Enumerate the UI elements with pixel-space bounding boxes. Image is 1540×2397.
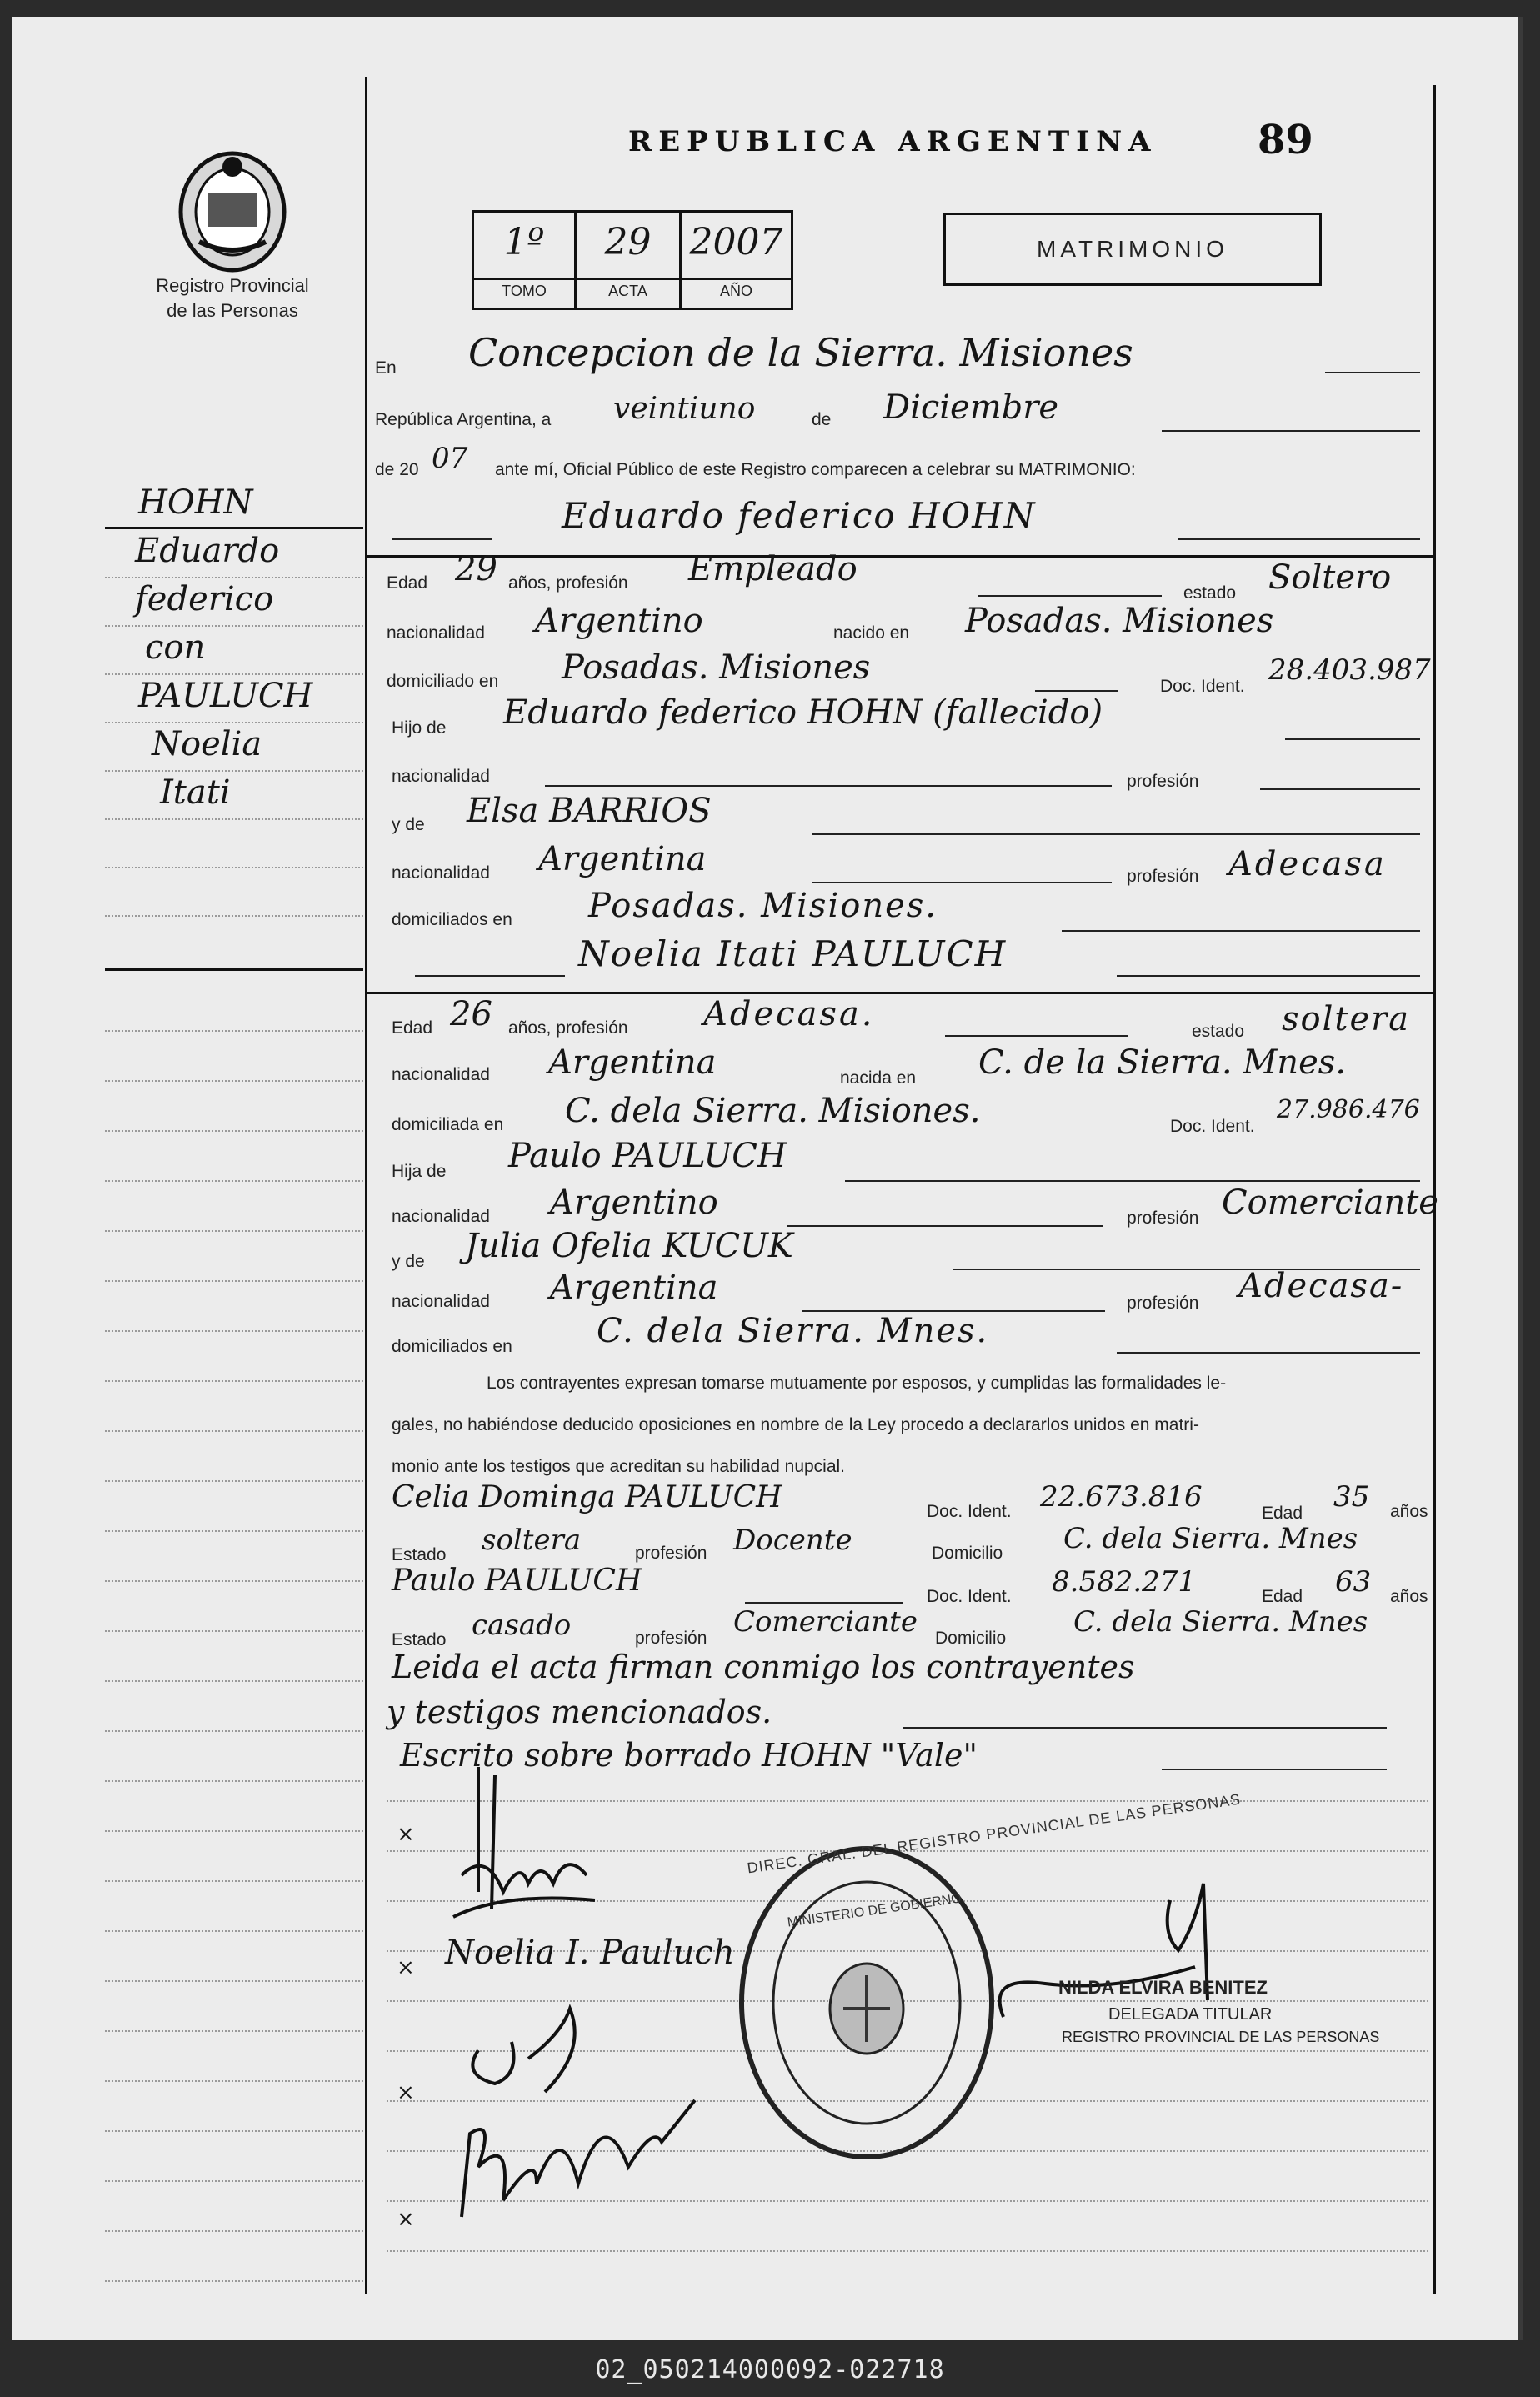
groom-father: Eduardo federico HOHN (fallecido) bbox=[503, 693, 1103, 732]
bride-estado: soltera bbox=[1282, 1000, 1411, 1038]
margin-dotted-rule bbox=[105, 1780, 363, 1782]
signature-mark: × bbox=[397, 2207, 415, 2232]
year-prefix: de 20 bbox=[375, 460, 419, 479]
margin-dotted-rule bbox=[105, 770, 363, 772]
country-title: REPUBLICA ARGENTINA bbox=[628, 125, 1158, 158]
witness-2-name: Paulo PAULUCH bbox=[392, 1564, 642, 1598]
signature-dotted-rule bbox=[387, 2250, 1428, 2252]
margin-dotted-rule bbox=[105, 1630, 363, 1632]
groom-domicile: Posadas. Misiones bbox=[562, 648, 871, 687]
margin-dotted-rule bbox=[105, 1580, 363, 1582]
witness-1-doc-label: Doc. Ident. bbox=[927, 1502, 1012, 1521]
witness-1-name: Celia Dominga PAULUCH bbox=[392, 1480, 782, 1514]
margin-dotted-rule bbox=[105, 2130, 363, 2132]
groom-profession: Empleado bbox=[688, 550, 858, 588]
registry-name bbox=[95, 275, 370, 322]
bride-profession: Adecasa. bbox=[703, 995, 875, 1033]
fill-line bbox=[1117, 1352, 1420, 1354]
witness-2-profession: Comerciante bbox=[733, 1605, 918, 1639]
fill-line bbox=[745, 1602, 903, 1604]
bride-nationality: Argentina bbox=[548, 1043, 717, 1082]
groom-anos-profesion-label: años, profesión bbox=[508, 573, 628, 593]
margin-name-5: Noelia bbox=[152, 725, 262, 763]
bride-signature: Noelia I. Pauluch bbox=[445, 1934, 735, 1972]
groom-mother: Elsa BARRIOS bbox=[467, 792, 712, 830]
bride-father-nationality: Argentino bbox=[550, 1183, 718, 1222]
margin-dotted-rule bbox=[105, 867, 363, 868]
republica-label: República Argentina, a bbox=[375, 410, 552, 429]
margin-dotted-rule bbox=[105, 818, 363, 820]
margin-dotted-rule bbox=[105, 915, 363, 917]
groom-yde-label: y de bbox=[392, 815, 425, 834]
witness-1-profesion-label: profesión bbox=[635, 1544, 708, 1563]
acta-label: ACTA bbox=[608, 283, 648, 299]
fill-line bbox=[978, 595, 1162, 597]
bride-section-rule bbox=[367, 992, 1433, 994]
bride-parents-dom-label: domiciliados en bbox=[392, 1337, 512, 1356]
en-label: En bbox=[375, 358, 397, 378]
margin-dotted-rule bbox=[105, 673, 363, 675]
fill-line bbox=[392, 538, 492, 540]
witness-2-doc-label: Doc. Ident. bbox=[927, 1587, 1012, 1606]
registry-line-2: de las Personas bbox=[167, 300, 298, 321]
margin-dotted-rule bbox=[105, 2280, 363, 2282]
witness-1-estado-label: Estado bbox=[392, 1545, 447, 1564]
margin-dotted-rule bbox=[105, 1830, 363, 1832]
bride-age: 26 bbox=[450, 995, 492, 1033]
margin-name-2: Eduardo bbox=[135, 532, 280, 570]
witness-2-anos-label: años bbox=[1390, 1587, 1428, 1606]
groom-hijo-label: Hijo de bbox=[392, 718, 447, 738]
bride-mother-prof-label: profesión bbox=[1127, 1294, 1199, 1313]
bride-mother: Julia Ofelia KUCUK bbox=[465, 1227, 793, 1265]
official-title: DELEGADA TITULAR bbox=[1108, 2005, 1272, 2024]
groom-doc-label: Doc. Ident. bbox=[1160, 677, 1245, 696]
fill-line bbox=[845, 1180, 1420, 1182]
margin-dotted-rule bbox=[105, 1180, 363, 1182]
closing-line-3: Escrito sobre borrado HOHN "Vale" bbox=[400, 1737, 978, 1774]
margin-dotted-rule bbox=[105, 1030, 363, 1032]
groom-father-nat-label: nacionalidad bbox=[392, 767, 490, 786]
record-type: MATRIMONIO bbox=[1037, 236, 1228, 262]
margin-rule-top bbox=[105, 527, 363, 529]
bride-doc: 27.986.476 bbox=[1277, 1095, 1420, 1124]
record-type-box bbox=[943, 213, 1322, 286]
official-org: REGISTRO PROVINCIAL DE LAS PERSONAS bbox=[1062, 2029, 1380, 2045]
tomo-label: TOMO bbox=[502, 283, 547, 299]
groom-parents-dom-label: domiciliados en bbox=[392, 910, 512, 929]
record-id-box bbox=[472, 210, 793, 310]
groom-mother-profession: Adecasa bbox=[1228, 845, 1387, 883]
ano-label: AÑO bbox=[719, 283, 752, 299]
groom-doc: 28.403.987 bbox=[1268, 653, 1431, 687]
bride-doc-label: Doc. Ident. bbox=[1170, 1117, 1255, 1136]
margin-dotted-rule bbox=[105, 1130, 363, 1132]
fill-line bbox=[787, 1225, 1103, 1227]
groom-section-rule bbox=[367, 555, 1433, 558]
witness-2-domicilio-label: Domicilio bbox=[935, 1629, 1007, 1648]
official-seal-icon bbox=[735, 1842, 998, 2164]
margin-dotted-rule bbox=[105, 2030, 363, 2032]
tomo-value: 1º bbox=[503, 221, 545, 263]
groom-nacionalidad-label: nacionalidad bbox=[387, 623, 485, 643]
bride-mother-profession: Adecasa- bbox=[1238, 1267, 1404, 1305]
witness-1-age: 35 bbox=[1333, 1480, 1370, 1514]
witness-1-profession: Docente bbox=[733, 1524, 852, 1557]
witness-2-age: 63 bbox=[1335, 1565, 1372, 1599]
margin-dotted-rule bbox=[105, 1430, 363, 1432]
witness-signatures-icon bbox=[445, 2000, 745, 2234]
margin-dotted-rule bbox=[105, 1230, 363, 1232]
fill-line bbox=[1162, 1769, 1387, 1770]
margin-name-3: federico bbox=[135, 580, 274, 618]
bride-edad-label: Edad bbox=[392, 1018, 433, 1038]
margin-dotted-rule bbox=[105, 1680, 363, 1682]
declaration-line-2: gales, no habiéndose deducido oposiciones en nombre de la Ley procedo a declararlos unidos en matri- bbox=[392, 1415, 1199, 1434]
margin-dotted-rule bbox=[105, 1080, 363, 1082]
fill-line bbox=[1117, 975, 1420, 977]
witness-2-profesion-label: profesión bbox=[635, 1629, 708, 1648]
fill-line bbox=[1285, 738, 1420, 740]
bride-yde-label: y de bbox=[392, 1252, 425, 1271]
bride-nacionalidad-label: nacionalidad bbox=[392, 1065, 490, 1084]
margin-dotted-rule bbox=[105, 1480, 363, 1482]
declaration-line-1: Los contrayentes expresan tomarse mutuamente por esposos, y cumplidas las formalidades le- bbox=[487, 1374, 1227, 1393]
fill-line bbox=[945, 1035, 1128, 1037]
margin-dotted-rule bbox=[105, 722, 363, 723]
fill-line bbox=[812, 833, 1420, 835]
ceremony-place: Concepcion de la Sierra. Misiones bbox=[468, 330, 1133, 375]
ano-value: 2007 bbox=[689, 221, 783, 263]
margin-surname-1: HOHN bbox=[138, 483, 253, 522]
witness-2-domicile: C. dela Sierra. Mnes bbox=[1073, 1605, 1368, 1639]
provincial-emblem-icon bbox=[170, 142, 295, 275]
fill-line bbox=[1260, 788, 1420, 790]
margin-dotted-rule bbox=[105, 1930, 363, 1932]
bride-estado-label: estado bbox=[1192, 1022, 1245, 1041]
margin-dotted-rule bbox=[105, 2180, 363, 2182]
fill-line bbox=[1162, 430, 1420, 432]
witness-1-domicile: C. dela Sierra. Mnes bbox=[1063, 1522, 1358, 1555]
margin-dotted-rule bbox=[105, 2080, 363, 2082]
register-page bbox=[12, 17, 1523, 2340]
bride-domicilio-label: domiciliada en bbox=[392, 1115, 504, 1134]
bride-birthplace: C. de la Sierra. Mnes. bbox=[978, 1043, 1346, 1082]
margin-dotted-rule bbox=[105, 1280, 363, 1282]
groom-mother-nationality: Argentina bbox=[538, 840, 707, 878]
groom-estado: Soltero bbox=[1268, 558, 1392, 597]
witness-1-doc: 22.673.816 bbox=[1040, 1480, 1202, 1514]
signature-mark: × bbox=[397, 2080, 415, 2105]
year-suffix: 07 bbox=[432, 442, 468, 475]
fill-line bbox=[1035, 690, 1118, 692]
fill-line bbox=[812, 882, 1112, 883]
groom-father-prof-label: profesión bbox=[1127, 772, 1199, 791]
groom-name: Eduardo federico HOHN bbox=[562, 495, 1037, 536]
ceremony-month: Diciembre bbox=[883, 388, 1059, 427]
groom-mother-prof-label: profesión bbox=[1127, 867, 1199, 886]
fill-line bbox=[545, 785, 1112, 787]
bride-anos-profesion-label: años, profesión bbox=[508, 1018, 628, 1038]
groom-signature-icon bbox=[428, 1750, 628, 1925]
margin-dotted-rule bbox=[105, 1380, 363, 1382]
de-label: de bbox=[812, 410, 832, 429]
margin-con: con bbox=[145, 628, 206, 667]
acta-value: 29 bbox=[604, 221, 652, 263]
groom-parents-domicile: Posadas. Misiones. bbox=[588, 887, 938, 925]
groom-nationality: Argentino bbox=[535, 602, 703, 640]
bride-father-profession: Comerciante bbox=[1222, 1183, 1438, 1222]
bride-hija-label: Hija de bbox=[392, 1162, 447, 1181]
groom-estado-label: estado bbox=[1183, 583, 1237, 603]
registry-line-1: Registro Provincial bbox=[156, 275, 309, 296]
signature-mark: × bbox=[397, 1955, 415, 1980]
closing-line-1: Leida el acta firman conmigo los contrayentes bbox=[392, 1649, 1135, 1685]
bride-parents-domicile: C. dela Sierra. Mnes. bbox=[597, 1312, 989, 1350]
fill-line bbox=[1325, 372, 1420, 373]
witness-1-domicilio-label: Domicilio bbox=[932, 1544, 1003, 1563]
witness-2-estado: casado bbox=[472, 1609, 572, 1642]
scan-reference-code: 02_050214000092-022718 bbox=[595, 2355, 945, 2384]
closing-line-2: y testigos mencionados. bbox=[387, 1694, 772, 1730]
margin-name-6: Itati bbox=[160, 773, 231, 812]
official-name: NILDA ELVIRA BENITEZ bbox=[1058, 1977, 1268, 1998]
fill-line bbox=[903, 1727, 1387, 1729]
margin-dotted-rule bbox=[105, 1880, 363, 1882]
declaration-line-3: monio ante los testigos que acreditan su habilidad nupcial. bbox=[392, 1457, 846, 1476]
seal-inner-text: MINISTERIO DE GOBIERNO bbox=[786, 1891, 962, 1930]
fill-line bbox=[1178, 538, 1420, 540]
bride-father-prof-label: profesión bbox=[1127, 1209, 1199, 1228]
bride-nacida-label: nacida en bbox=[840, 1068, 917, 1088]
groom-domicilio-label: domiciliado en bbox=[387, 672, 499, 691]
witness-2-estado-label: Estado bbox=[392, 1630, 447, 1649]
witness-1-anos-label: años bbox=[1390, 1502, 1428, 1521]
margin-surname-2: PAULUCH bbox=[138, 677, 313, 715]
margin-dotted-rule bbox=[105, 2230, 363, 2232]
groom-mother-nat-label: nacionalidad bbox=[392, 863, 490, 883]
margin-rule-bottom bbox=[105, 968, 363, 971]
witness-1-edad-label: Edad bbox=[1262, 1504, 1303, 1523]
witness-2-doc: 8.582.271 bbox=[1052, 1565, 1197, 1599]
bride-domicile: C. dela Sierra. Misiones. bbox=[565, 1092, 981, 1130]
margin-dotted-rule bbox=[105, 1530, 363, 1532]
margin-dotted-rule bbox=[105, 1730, 363, 1732]
margin-dotted-rule bbox=[105, 577, 363, 578]
bride-mother-nat-label: nacionalidad bbox=[392, 1292, 490, 1311]
seal-text: DIREC. GRAL. DEL REGISTRO PROVINCIAL DE LAS PERSONAS bbox=[746, 1790, 1242, 1877]
margin-dotted-rule bbox=[105, 1980, 363, 1982]
ceremony-day: veintiuno bbox=[613, 392, 756, 426]
groom-edad-label: Edad bbox=[387, 573, 428, 593]
groom-nacido-label: nacido en bbox=[833, 623, 910, 643]
groom-birthplace: Posadas. Misiones bbox=[965, 602, 1274, 640]
margin-dotted-rule bbox=[105, 1330, 363, 1332]
witness-2-edad-label: Edad bbox=[1262, 1587, 1303, 1606]
witness-1-estado: soltera bbox=[482, 1524, 582, 1557]
margin-dotted-rule bbox=[105, 625, 363, 627]
groom-age: 29 bbox=[455, 550, 498, 588]
margin-divider bbox=[365, 77, 368, 2294]
bride-father-nat-label: nacionalidad bbox=[392, 1207, 490, 1226]
bride-father: Paulo PAULUCH bbox=[508, 1137, 787, 1175]
fill-line bbox=[415, 975, 565, 977]
bride-name: Noelia Itati PAULUCH bbox=[578, 933, 1008, 974]
signature-mark: × bbox=[397, 1822, 415, 1847]
bride-mother-nationality: Argentina bbox=[550, 1269, 718, 1307]
intro-statement: ante mí, Oficial Público de este Registro comparecen a celebrar su MATRIMONIO: bbox=[495, 460, 1136, 479]
fill-line bbox=[1062, 930, 1420, 932]
page-number: 89 bbox=[1258, 117, 1313, 163]
